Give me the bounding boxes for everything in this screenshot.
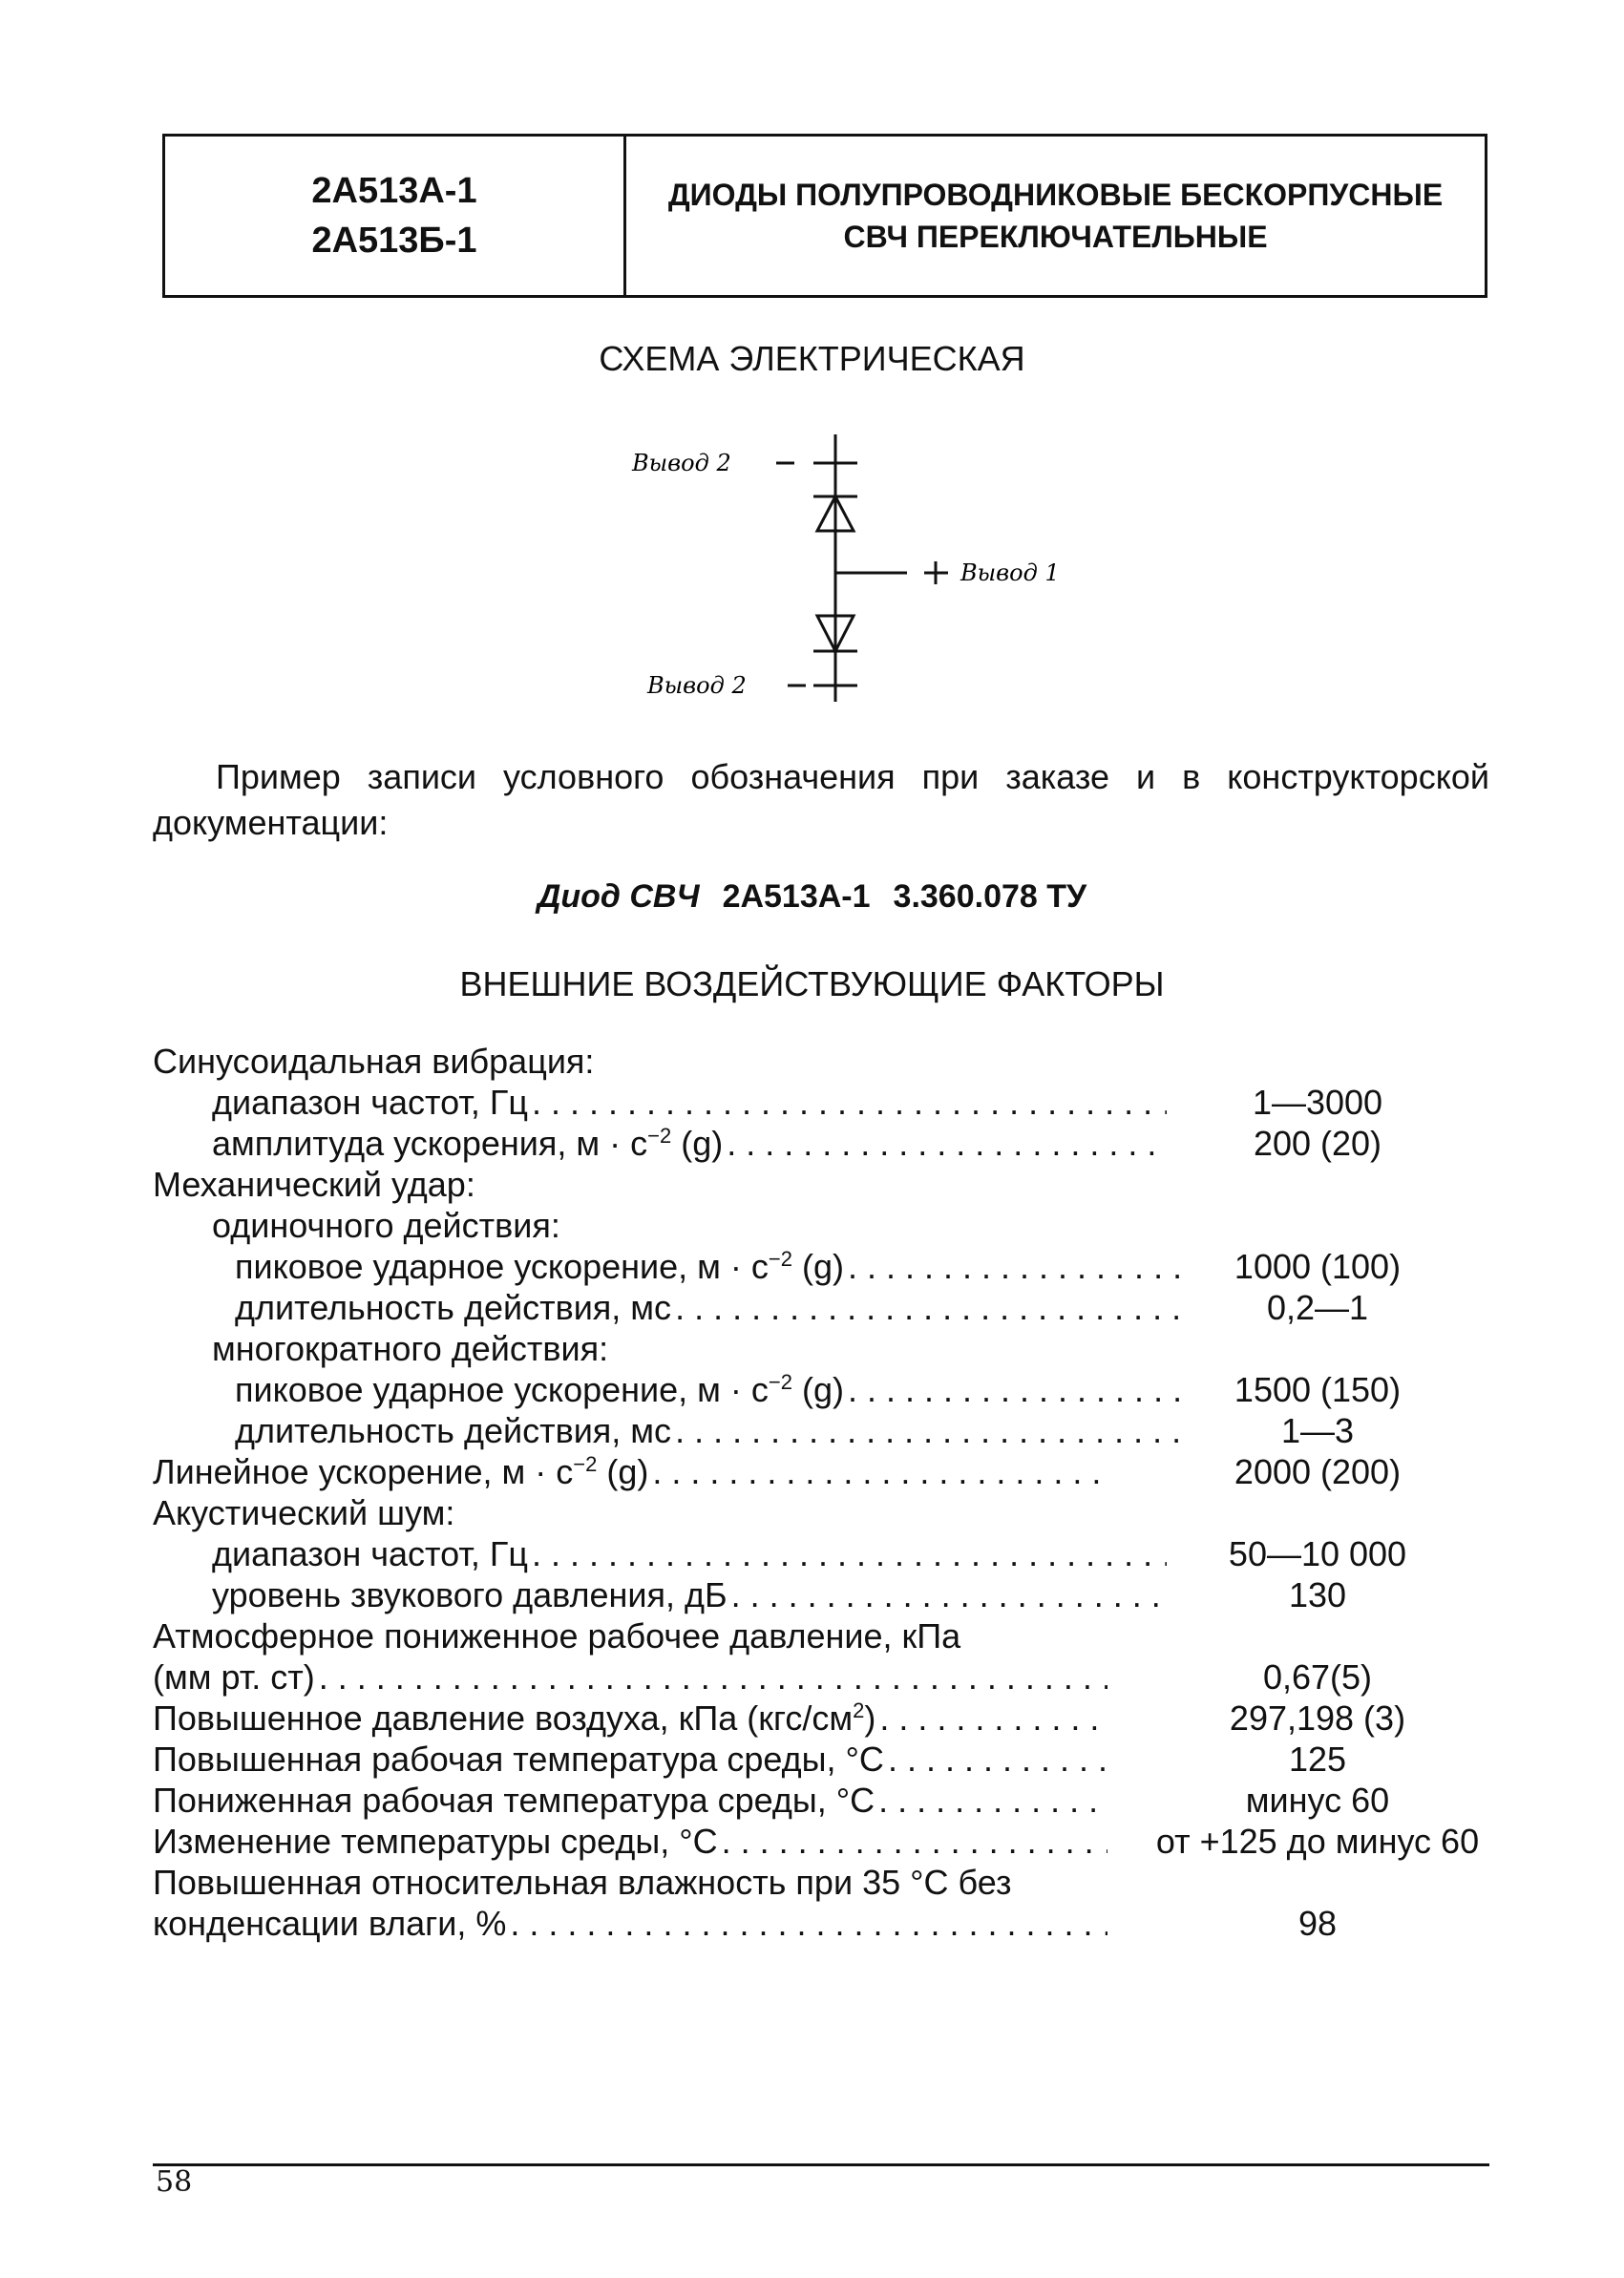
- factor-value: минус 60: [1245, 1781, 1390, 1820]
- factor-value: 200 (20): [1253, 1124, 1382, 1163]
- factor-label: Пониженная рабочая температура среды, °С . . .: [153, 1780, 1107, 1821]
- model-1: 2А513А-1: [311, 171, 477, 211]
- designation-example: [0, 878, 1624, 916]
- schematic-title: СХЕМА ЭЛЕКТРИЧЕСКАЯ: [599, 339, 1025, 378]
- factor-label: пиковое ударное ускорение, $м \cdot с^{-2}$ (g) . . .: [235, 1369, 1190, 1410]
- factor-label: длительность действия, мс . . .: [235, 1287, 1190, 1328]
- factor-value: 98: [1297, 1904, 1338, 1943]
- designation-type: Диод СВЧ: [537, 878, 700, 915]
- factor-row: [153, 1410, 1499, 1451]
- factor-row: [153, 1246, 1499, 1287]
- factor-row: [153, 1780, 1499, 1821]
- factors-title: ВНЕШНИЕ ВОЗДЕЙСТВУЮЩИЕ ФАКТОРЫ: [459, 964, 1165, 1003]
- factor-row: [153, 1369, 1499, 1410]
- factor-row: [153, 1698, 1499, 1739]
- factor-label: диапазон частот, Гц . . .: [212, 1533, 1167, 1574]
- example-paragraph: Пример записи условного обозначения при заказе и в конструкторской документации:: [153, 757, 1489, 842]
- factor-value: от +125 до минус 60: [1155, 1822, 1480, 1861]
- factor-label: Синусоидальная вибрация:: [153, 1041, 1107, 1082]
- factor-label: пиковое ударное ускорение, $м \cdot с^{-2}$ (g) . . .: [235, 1246, 1190, 1287]
- factor-row: [153, 1451, 1499, 1492]
- factor-label: уровень звукового давления, дБ . . .: [212, 1574, 1167, 1615]
- factor-label: многократного действия:: [212, 1328, 1167, 1369]
- factor-label: Повышенное давление воздуха, кПа $(кгс/см^2)$ . . .: [153, 1698, 1107, 1739]
- title-line-1: ДИОДЫ ПОЛУПРОВОДНИКОВЫЕ БЕСКОРПУСНЫЕ: [667, 178, 1444, 212]
- factor-value: 1500 (150): [1234, 1370, 1402, 1409]
- factor-row: [153, 1615, 1499, 1656]
- factor-label: Линейное ускорение, $м \cdot с^{-2}$ (g) . . .: [153, 1451, 1107, 1492]
- factor-value: 1000 (100): [1234, 1247, 1402, 1286]
- factor-row: [153, 1328, 1499, 1369]
- factor-row: [153, 1821, 1499, 1862]
- factor-value: 297,198 (3): [1229, 1698, 1406, 1738]
- designation-model: 2А513А-1: [722, 878, 871, 915]
- factor-row: [153, 1123, 1499, 1164]
- title-line-2: СВЧ ПЕРЕКЛЮЧАТЕЛЬНЫЕ: [843, 220, 1268, 254]
- label-top: Вывод 2: [632, 450, 731, 476]
- factor-label: Изменение температуры среды, °С . . .: [153, 1821, 1107, 1862]
- label-middle: Вывод 1: [960, 559, 1060, 586]
- electrical-schematic: [573, 420, 1107, 716]
- factor-label: одиночного действия:: [212, 1205, 1167, 1246]
- model-2: 2А513Б-1: [311, 221, 477, 261]
- factor-row: [153, 1287, 1499, 1328]
- factor-row: [153, 1533, 1499, 1574]
- factor-label: амплитуда ускорения, $м \cdot с^{-2}$ (g) . . .: [212, 1123, 1167, 1164]
- factor-value: 125: [1288, 1740, 1347, 1779]
- factor-value: 50—10 000: [1228, 1534, 1407, 1573]
- factor-row: [153, 1205, 1499, 1246]
- factor-value: 1—3: [1280, 1411, 1355, 1450]
- factor-row: [153, 1574, 1499, 1615]
- factor-row: [153, 1164, 1499, 1205]
- factor-label: длительность действия, мс . . .: [235, 1410, 1190, 1451]
- factor-row: [153, 1492, 1499, 1533]
- factor-row: [153, 1082, 1499, 1123]
- factor-row: [153, 1903, 1499, 1944]
- factor-label: (мм рт. ст) . . .: [153, 1656, 1107, 1698]
- factor-row: [153, 1656, 1499, 1698]
- factor-value: 0,67(5): [1262, 1657, 1373, 1697]
- document-title: [626, 137, 1485, 295]
- factor-label: конденсации влаги, % . . .: [153, 1903, 1107, 1944]
- schematic-diagram: [573, 420, 1107, 716]
- designation-standard: 3.360.078 ТУ: [893, 878, 1087, 915]
- factor-label: Повышенная рабочая температура среды, °С . . .: [153, 1739, 1107, 1780]
- factors-list: [153, 1041, 1499, 1944]
- footer-rule: [153, 2163, 1489, 2166]
- factor-value: 1—3000: [1252, 1083, 1383, 1122]
- model-designations: [165, 137, 626, 295]
- factor-label: Механический удар:: [153, 1164, 1107, 1205]
- factor-row: [153, 1739, 1499, 1780]
- factor-row: [153, 1862, 1499, 1903]
- factor-value: 130: [1288, 1575, 1347, 1614]
- label-bottom: Вывод 2: [647, 672, 747, 699]
- factor-value: 2000 (200): [1234, 1452, 1402, 1491]
- factor-label: Повышенная относительная влажность при 35 °С без: [153, 1863, 1012, 1902]
- factor-label: Атмосферное пониженное рабочее давление, кПа: [153, 1616, 961, 1656]
- factor-label: Акустический шум:: [153, 1492, 1107, 1533]
- factor-label: диапазон частот, Гц . . .: [212, 1082, 1167, 1123]
- factor-value: 0,2—1: [1266, 1288, 1369, 1327]
- header-box: [162, 134, 1487, 298]
- factor-row: [153, 1041, 1499, 1082]
- page-number: 58: [156, 2165, 193, 2199]
